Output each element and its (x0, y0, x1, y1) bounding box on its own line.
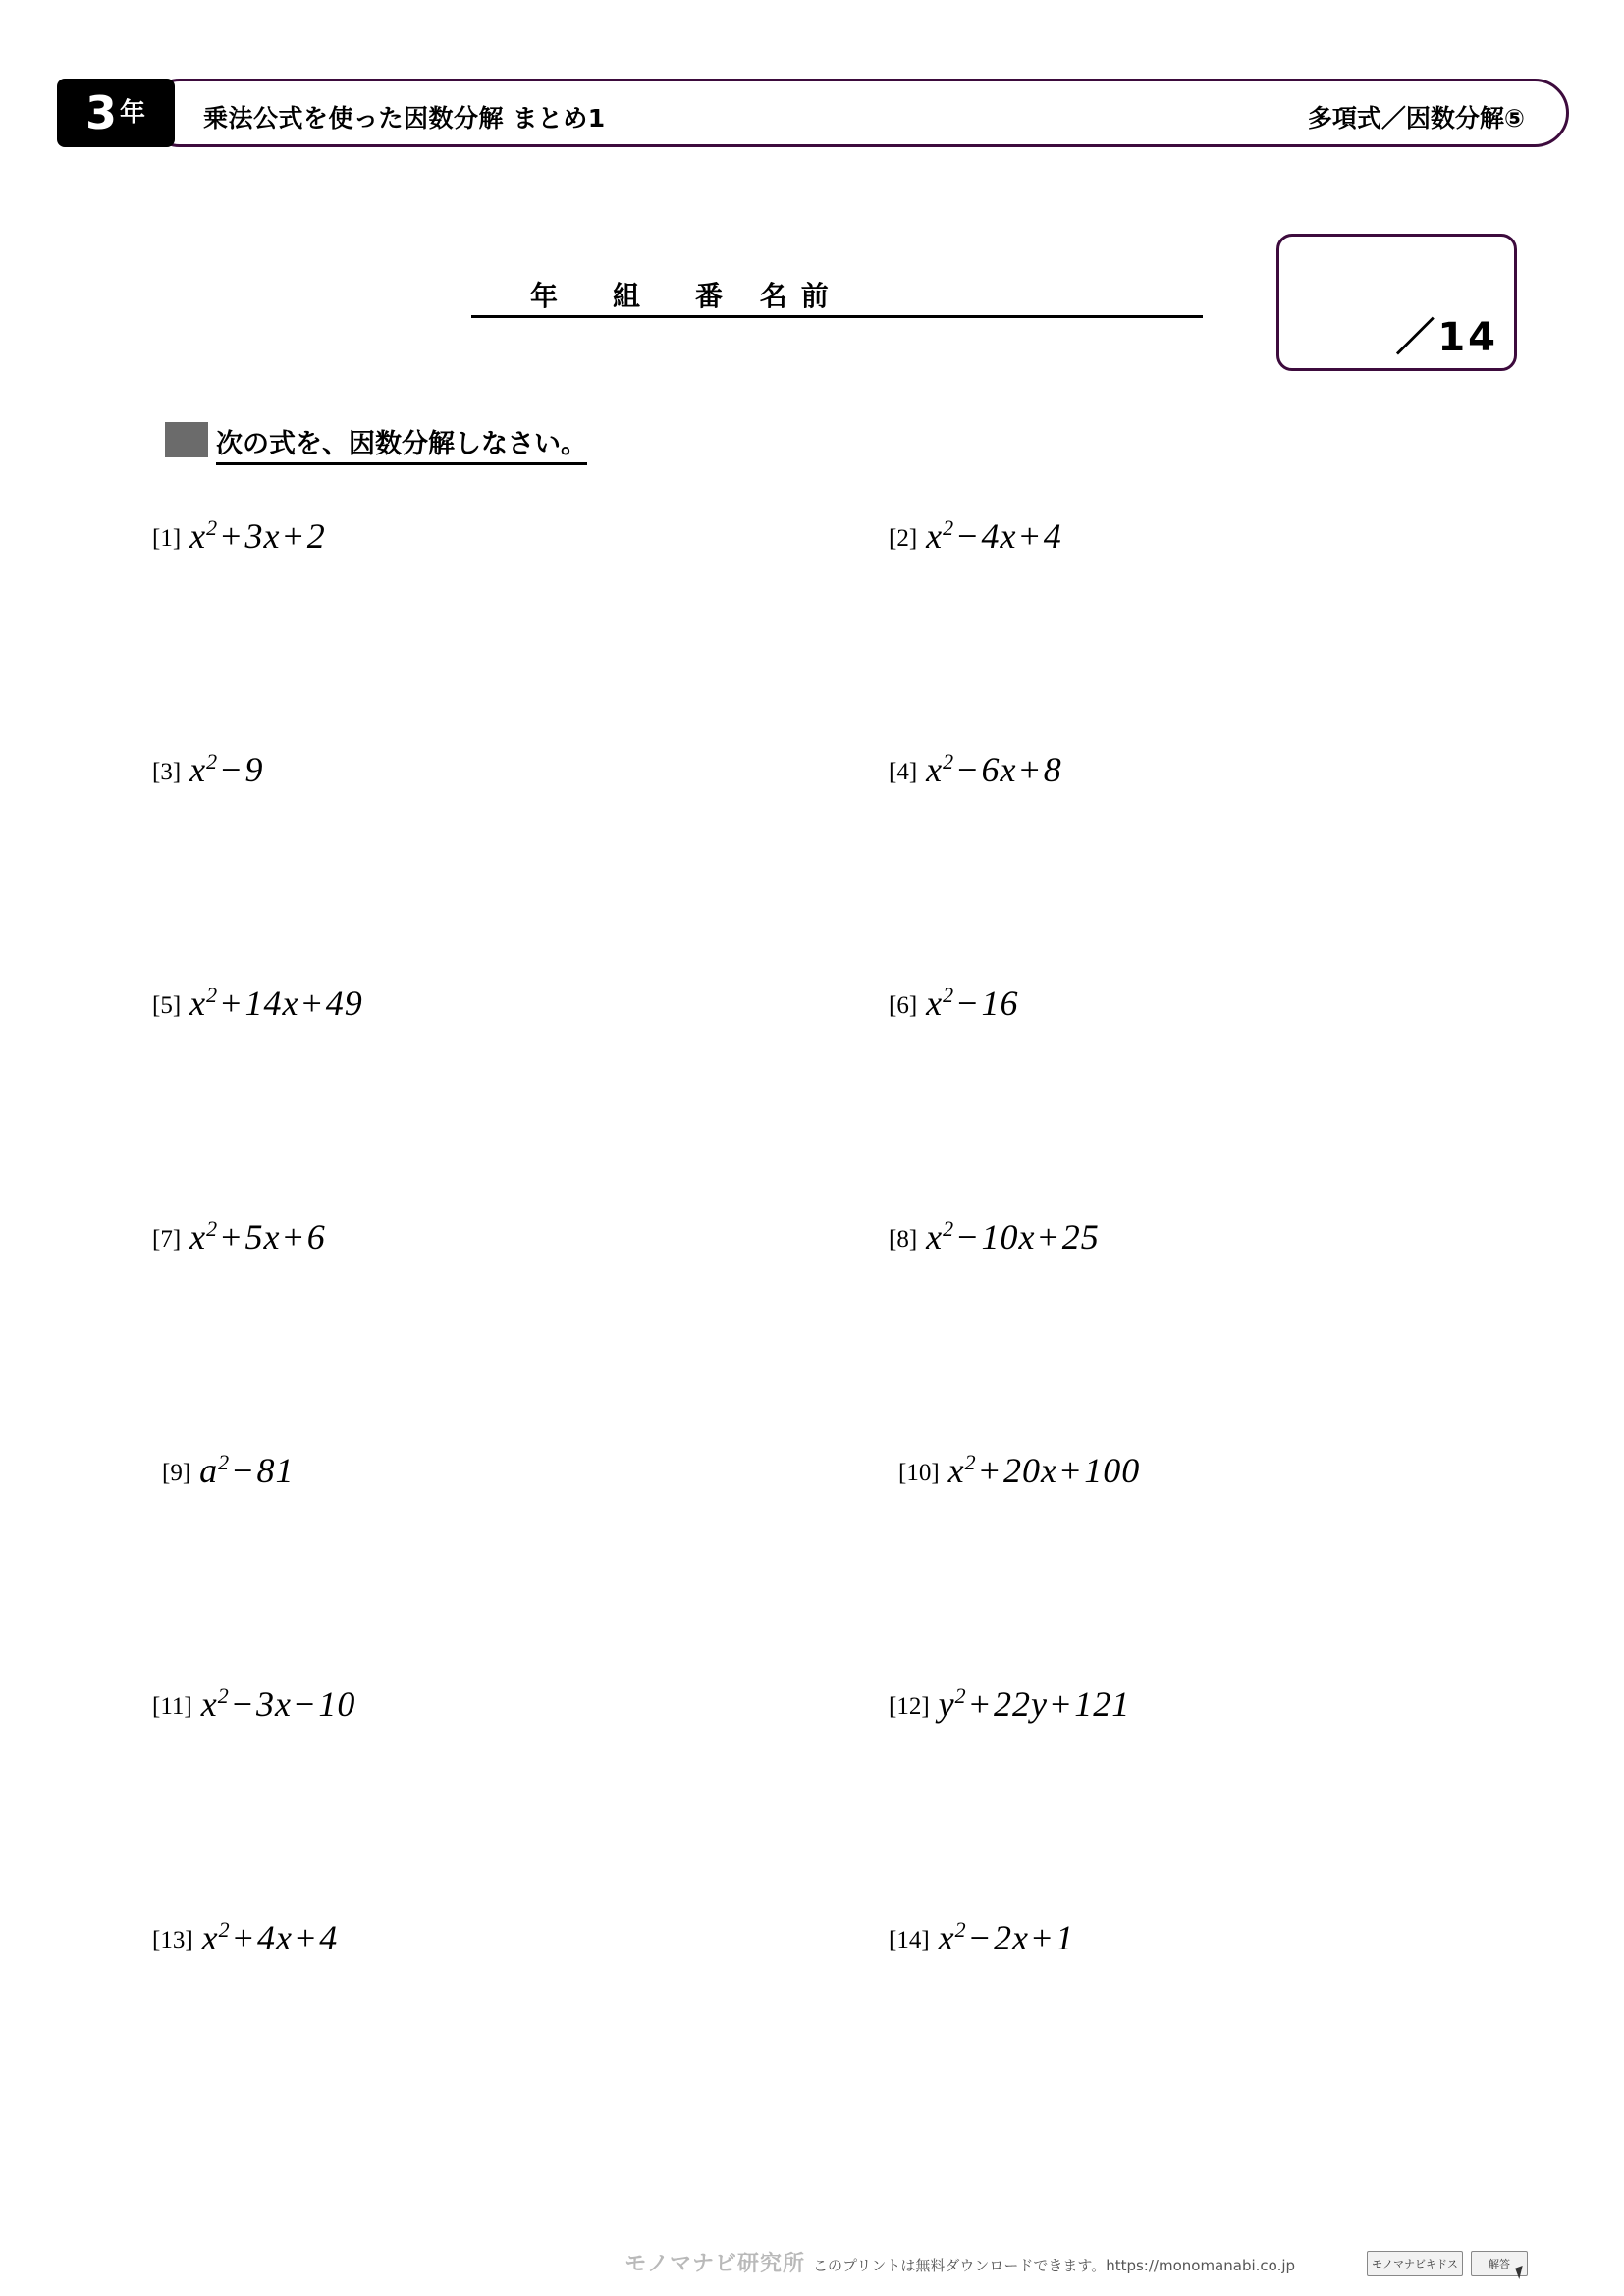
problem-item (889, 1917, 1074, 1958)
problem-row (0, 983, 1624, 1216)
problem-number: [12] (889, 1693, 930, 1720)
problem-item (898, 1450, 1140, 1491)
problem-number: [10] (898, 1460, 940, 1486)
answer-button[interactable]: 解答 (1471, 2251, 1528, 2276)
problem-item (889, 1216, 1100, 1257)
problem-expression: $x^2+4x+4$ (201, 1917, 339, 1957)
problem-number: [5] (152, 992, 182, 1019)
problem-item (889, 515, 1062, 557)
worksheet-title: 乗法公式を使った因数分解 まとめ1 (203, 104, 606, 133)
title-bar (145, 79, 1569, 147)
problem-item (889, 1683, 1130, 1725)
problem-expression: $x^2-10x+25$ (926, 1216, 1100, 1256)
problem-number: [4] (889, 759, 918, 785)
name-entry-labels: 年 組 番 名前 (530, 280, 842, 312)
problem-expression: $x^2-9$ (189, 749, 264, 789)
problem-item (889, 749, 1062, 790)
problem-item (889, 983, 1018, 1024)
problem-item (162, 1450, 294, 1491)
problem-expression: $y^2+22y+121$ (938, 1683, 1131, 1724)
score-box[interactable] (1276, 234, 1517, 371)
problem-row (0, 1917, 1624, 2151)
problem-item (152, 983, 363, 1024)
problem-number: [11] (152, 1693, 192, 1720)
problem-expression: $a^2-81$ (199, 1450, 295, 1490)
problem-number: [7] (152, 1226, 182, 1253)
problem-number: [8] (889, 1226, 918, 1253)
site-logo: モノマナビ研究所 (624, 2252, 805, 2276)
problem-number: [3] (152, 759, 182, 785)
problem-number: [1] (152, 525, 182, 552)
problem-item (152, 749, 263, 790)
footer (0, 2243, 1624, 2282)
problem-list (0, 515, 1624, 2151)
problem-expression: $x^2+20x+100$ (947, 1450, 1141, 1490)
instruction-text: 次の式を、因数分解しなさい。 (216, 422, 587, 465)
problem-expression: $x^2+5x+6$ (189, 1216, 326, 1256)
problem-item (152, 1216, 326, 1257)
problem-row (0, 1216, 1624, 1450)
problem-expression: $x^2-2x+1$ (938, 1917, 1075, 1957)
footer-brand-button[interactable]: モノマナビキドス (1367, 2251, 1463, 2276)
grade-number: 3 (84, 86, 118, 139)
problem-expression: $x^2-3x-10$ (200, 1683, 356, 1724)
problem-number: [2] (889, 525, 918, 552)
problem-number: [9] (162, 1460, 191, 1486)
name-entry-line[interactable] (471, 278, 1203, 318)
footer-note: このプリントは無料ダウンロードできます。https://monomanabi.co.jp (813, 2257, 1296, 2274)
grade-unit: 年 (120, 98, 147, 128)
header (57, 79, 1569, 147)
problem-item (152, 1917, 338, 1958)
problem-number: [13] (152, 1927, 193, 1953)
problem-expression: $x^2-6x+8$ (926, 749, 1062, 789)
problem-expression: $x^2+14x+49$ (189, 983, 363, 1023)
grade-badge (57, 79, 175, 147)
instruction-marker-icon (165, 422, 208, 457)
problem-row (0, 749, 1624, 983)
problem-row (0, 1683, 1624, 1917)
problem-number: [6] (889, 992, 918, 1019)
problem-row (0, 1450, 1624, 1683)
problem-expression: $x^2-4x+4$ (926, 515, 1062, 556)
worksheet-category: 多項式／因数分解⑤ (1307, 104, 1525, 133)
problem-number: [14] (889, 1927, 930, 1953)
problem-expression: $x^2+3x+2$ (189, 515, 326, 556)
problem-item (152, 1683, 355, 1725)
problem-row (0, 515, 1624, 749)
problem-expression: $x^2-16$ (926, 983, 1019, 1023)
score-total: ／14 (1395, 315, 1498, 360)
problem-item (152, 515, 326, 557)
